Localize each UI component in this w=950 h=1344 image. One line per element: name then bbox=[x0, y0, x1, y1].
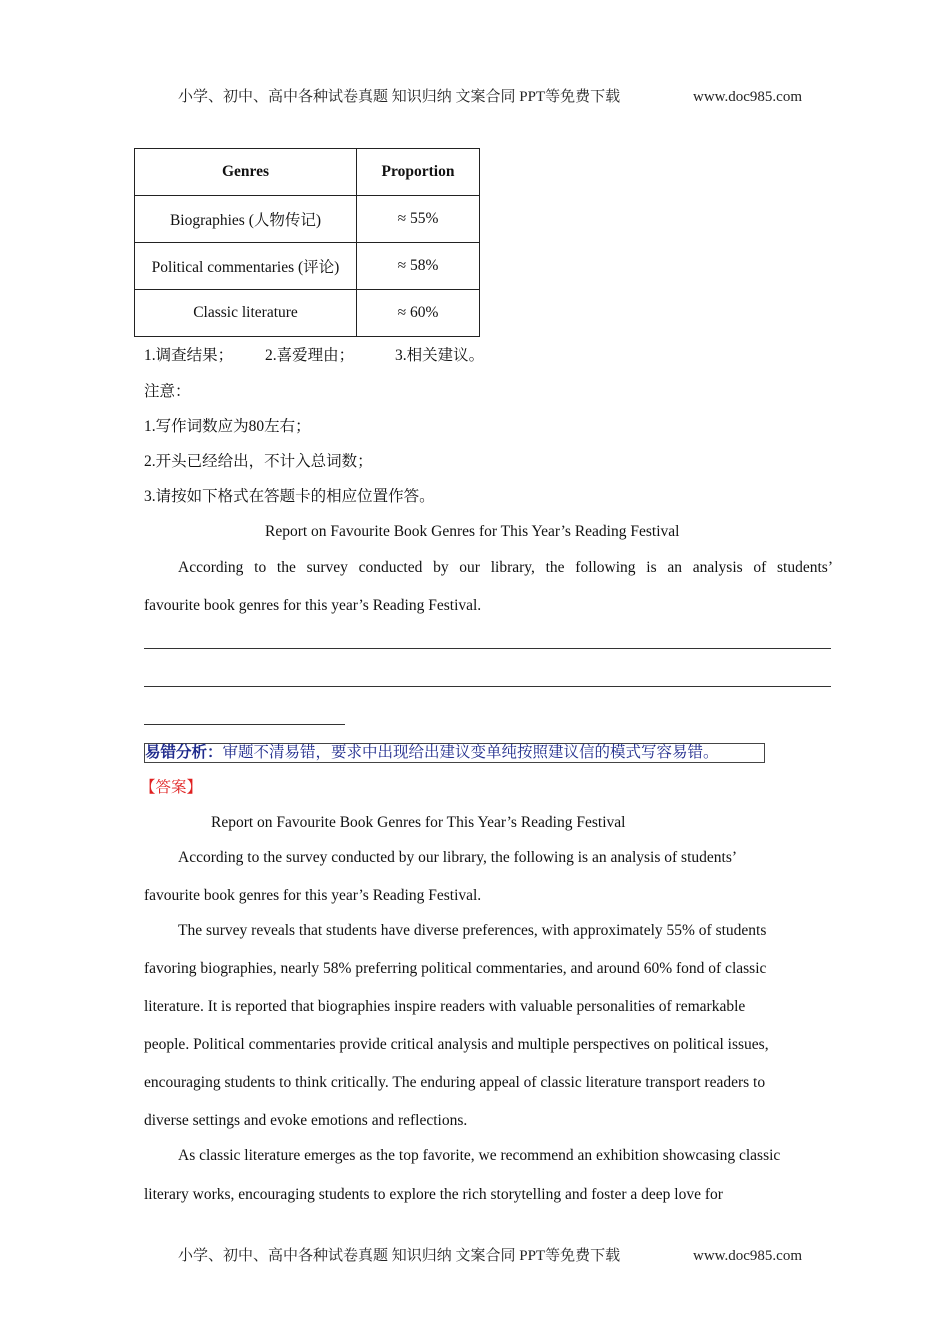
note: 2.开头已经给出，不计入总词数； bbox=[144, 453, 373, 470]
proportion-cell: ≈ 55% bbox=[357, 196, 480, 243]
answer-line-text: favoring biographies, nearly 58% preferring political commentaries, and around 60% fond of classic bbox=[144, 960, 767, 977]
table-row bbox=[135, 243, 480, 290]
prompt-text: According to the survey conducted by our library, the following is an analysis of students’ bbox=[178, 559, 833, 576]
footer-link[interactable]: www.doc985.com bbox=[692, 1248, 802, 1264]
answer-line-text: According to the survey conducted by our library, the following is an analysis of students’ bbox=[178, 849, 738, 866]
point: 3.相关建议。 bbox=[395, 347, 485, 364]
answer-line-text: literature. It is reported that biographies inspire readers with valuable personalities of remarkable bbox=[144, 998, 746, 1015]
point: 2.喜爱理由； bbox=[265, 347, 355, 364]
proportion-cell: ≈ 58% bbox=[357, 243, 480, 290]
point: 1.调查结果； bbox=[144, 347, 234, 364]
table-header: Genres bbox=[135, 149, 357, 196]
error-analysis-box bbox=[144, 743, 765, 763]
notes-title: 注意： bbox=[144, 383, 191, 400]
genre-cell: Political commentaries (评论) bbox=[135, 243, 357, 290]
answer-line-text: The survey reveals that students have diverse preferences, with approximately 55% of students bbox=[178, 922, 767, 939]
footer-text: 小学、初中、高中各种试卷真题 知识归纳 文案合同 PPT等免费下载 bbox=[178, 1248, 621, 1264]
answer-title: Report on Favourite Book Genres for This Year’s Reading Festival bbox=[211, 814, 626, 831]
answer-line[interactable] bbox=[144, 648, 831, 649]
answer-line-text: As classic literature emerges as the top favorite, we recommend an exhibition showcasing classic bbox=[178, 1147, 781, 1164]
genres-table bbox=[134, 148, 480, 337]
answer-line[interactable] bbox=[144, 724, 345, 725]
note: 3.请按如下格式在答题卡的相应位置作答。 bbox=[144, 488, 435, 505]
answer-line-text: people. Political commentaries provide critical analysis and multiple perspectives on political issues, bbox=[144, 1036, 769, 1053]
note: 1.写作词数应为80左右； bbox=[144, 418, 311, 435]
answer-line-text: favourite book genres for this year’s Reading Festival. bbox=[144, 887, 482, 904]
prompt-title: Report on Favourite Book Genres for This Year’s Reading Festival bbox=[265, 523, 680, 540]
genre-cell: Classic literature bbox=[135, 290, 357, 337]
answer-line-text: diverse settings and evoke emotions and reflections. bbox=[144, 1112, 468, 1129]
page-footer bbox=[178, 1246, 802, 1266]
proportion-cell: ≈ 60% bbox=[357, 290, 480, 337]
answer-line[interactable] bbox=[144, 686, 831, 687]
table-header: Proportion bbox=[357, 149, 480, 196]
analysis-text: 审题不清易错，要求中出现给出建议变单纯按照建议信的模式写容易错。 bbox=[222, 744, 719, 761]
genre-cell: Biographies (人物传记) bbox=[135, 196, 357, 243]
header-link[interactable]: www.doc985.com bbox=[692, 89, 802, 105]
table-row bbox=[135, 290, 480, 337]
page-header bbox=[178, 87, 802, 107]
analysis-label: 易错分析： bbox=[145, 744, 223, 761]
header-text: 小学、初中、高中各种试卷真题 知识归纳 文案合同 PPT等免费下载 bbox=[178, 89, 621, 105]
prompt-text: favourite book genres for this year’s Reading Festival. bbox=[144, 597, 482, 614]
answer-line-text: encouraging students to think critically. The enduring appeal of classic literature transport readers to bbox=[144, 1074, 766, 1091]
table-row bbox=[135, 196, 480, 243]
answer-line-text: literary works, encouraging students to explore the rich storytelling and foster a deep love for bbox=[144, 1186, 723, 1203]
answer-label: 【答案】 bbox=[140, 779, 203, 796]
